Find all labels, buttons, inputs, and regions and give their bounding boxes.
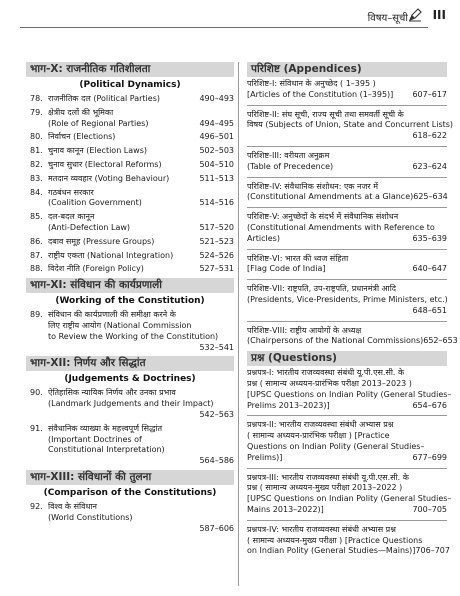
toc-entry: [26, 264, 234, 275]
entry-title: परिशिष्ट-VIII: राष्ट्रीय आयोगों के अध्यक्ष: [247, 325, 362, 335]
entry-separator: [247, 207, 447, 208]
entry-line: [247, 336, 458, 347]
questions-title: प्रश्न (Questions): [247, 351, 447, 366]
toc-entry: [26, 174, 234, 185]
entry-title: प्रश्न ( सामान्य अध्ययन-प्रारंभिक परीक्षा 2013–2023 ): [247, 378, 412, 388]
entry-title: प्रश्नपत्र-III: भारतीय राजव्यवस्था संबंधी यू.पी.एस.सी. के: [247, 472, 409, 482]
entry-line: [247, 284, 447, 295]
entry-pages: 635–639: [412, 233, 447, 243]
entry-pages: 607–617: [412, 89, 447, 99]
toc-entry: [26, 502, 234, 534]
entry-title: परिशिष्ट-I: संविधान के अनुच्छेद ( 1–395 ): [247, 79, 376, 88]
entry-title: [UPSC Questions on Indian Polity (General Studies–: [247, 389, 452, 399]
toc-entry: [26, 188, 234, 210]
entry-pages: 564–586: [199, 456, 234, 466]
entry-separator: [247, 468, 447, 469]
entry-title: (Constitutional Amendments with Reference to: [247, 222, 435, 232]
entry-pages: 494–495: [199, 118, 234, 128]
entry-title: [Flag Code of India]: [247, 264, 326, 274]
entry-title: ऐतिहासिक न्यायिक निर्णय और उनका प्रभाव: [48, 388, 176, 398]
toc-entry: [26, 251, 234, 262]
right-column: [247, 62, 458, 561]
entry-number: 79.: [30, 107, 43, 117]
column-divider: [238, 62, 239, 586]
appendix-entry: [247, 254, 447, 276]
entry-title: परिशिष्ट-VI: भारत की ध्वज संहिता: [247, 253, 349, 263]
entry-pages: 504–510: [199, 159, 234, 169]
entry-number: 92.: [30, 501, 43, 511]
appendix-entry: [247, 212, 447, 244]
entry-line: [247, 525, 447, 536]
header-title: विषय–सूची: [367, 13, 408, 24]
question-entry: [247, 368, 452, 411]
entry-line: [247, 536, 447, 547]
entry-title: Constitutional Interpretation): [48, 445, 165, 455]
entry-number: 81.: [30, 146, 43, 156]
entry-title: ( सामान्य अध्ययन-मुख्य परीक्षा ) [Practice Questions: [247, 535, 423, 545]
entry-body: [48, 188, 234, 210]
entry-line: [247, 442, 447, 453]
entry-line: [48, 513, 234, 524]
entry-line: [247, 431, 447, 442]
entry-separator: [247, 321, 447, 322]
entry-line: [247, 483, 447, 494]
toc-entry: [26, 146, 234, 157]
entry-line: [247, 223, 447, 234]
appendix-entry: [247, 109, 454, 142]
entry-title: परिशिष्ट-VII: राष्ट्रपति, उप-राष्ट्रपति, प्रधानमंत्री आदि: [247, 284, 397, 294]
entry-title: प्रश्नपत्र-II: भारतीय राजव्यवस्था संबंधी अभ्यास प्रश्न: [247, 420, 394, 430]
toc-entry: [26, 132, 234, 143]
entry-line: [48, 445, 234, 456]
entry-separator: [247, 249, 447, 250]
entry-line: [48, 264, 234, 275]
entry-line: [48, 212, 234, 223]
entry-body: [48, 132, 234, 143]
entry-line: [48, 502, 234, 513]
entry-line: [48, 237, 234, 248]
entry-body: [48, 502, 234, 534]
entry-separator: [247, 415, 447, 416]
entry-title: (Constitutional Amendments at a Glance): [247, 192, 414, 202]
entry-pages: 521–523: [199, 236, 234, 246]
entry-pages: 654–676: [412, 400, 447, 410]
entry-number: 84.: [30, 187, 43, 197]
section-title-english: (Comparison of the Constitutions): [43, 487, 217, 498]
entry-pages: 527–531: [199, 264, 234, 274]
entry-body: [48, 310, 234, 353]
section-title-hindi: भाग-X: राजनीतिक गतिशीलता: [26, 62, 234, 77]
appendix-entry: [247, 284, 447, 316]
entry-title: विषय (Subjects of Union, State and Concurrent Lists): [247, 120, 454, 130]
entry-line: [247, 546, 450, 557]
entry-pages: 652–653: [423, 336, 458, 346]
question-entry: [247, 420, 447, 463]
entry-title: (Table of Precedence): [247, 161, 334, 171]
entry-line: [247, 110, 447, 121]
entry-separator: [247, 177, 447, 178]
entry-line: [247, 212, 447, 223]
section-title-hindi: भाग-XI: संविधान की कार्यप्रणाली: [26, 278, 234, 293]
entry-title: दल-बदल कानून: [48, 212, 95, 222]
entry-line: [247, 234, 447, 245]
appendix-entry: [247, 325, 458, 348]
question-entry: [247, 472, 452, 516]
entry-line: [247, 389, 452, 401]
entry-number: 91.: [30, 423, 43, 433]
entry-number: 85.: [30, 212, 43, 222]
entry-title: [Articles of the Constitution (1–395)]: [247, 89, 394, 99]
entry-line: [247, 326, 447, 337]
entry-number: 86.: [30, 236, 43, 246]
entry-title: गठबंधन सरकार: [48, 187, 94, 197]
entry-line: [48, 108, 234, 119]
entry-number: 88.: [30, 264, 43, 274]
entry-title: on Indian Polity (General Studies—Mains)]: [247, 546, 416, 556]
entry-body: [48, 388, 234, 420]
entry-line: [247, 264, 447, 275]
entry-title: परिशिष्ट-III: वरीयता अनुक्रम: [247, 150, 330, 160]
entry-line: [48, 435, 234, 446]
entry-line: [48, 310, 234, 321]
entry-pages: 706–707: [415, 546, 450, 556]
toc-entry: [26, 388, 234, 420]
entry-line: [247, 368, 447, 379]
entry-line: [48, 160, 234, 171]
section-title-hindi: भाग-XIII: संविधानों की तुलना: [26, 470, 234, 485]
entry-body: [48, 424, 234, 467]
entry-separator: [247, 279, 447, 280]
entry-pages: 532–541: [199, 342, 234, 352]
entry-line: [247, 505, 447, 516]
toc-entry: [26, 94, 234, 105]
entry-line: [247, 162, 447, 173]
entry-title: संवैधानिक व्याख्या के महत्त्वपूर्ण सिद्धांत: [48, 423, 163, 433]
entry-line: [48, 94, 234, 105]
entry-number: 90.: [30, 388, 43, 398]
entry-title: Prelims 2013–2023)]: [247, 400, 330, 410]
entry-separator: [247, 146, 447, 147]
entry-line: [48, 132, 234, 143]
entry-line: [48, 399, 234, 410]
entry-line: [247, 192, 447, 203]
entry-title: विश्व के संविधान: [48, 501, 97, 511]
entry-title: प्रश्नपत्र-I: भारतीय राजव्यवस्था संबंधी यू.पी.एस.सी. के: [247, 368, 405, 378]
header-rule: [20, 27, 428, 28]
entry-number: 89.: [30, 310, 43, 320]
entry-line: [48, 251, 234, 262]
entry-title: दबाव समूह (Pressure Groups): [48, 236, 155, 246]
entry-title: विदेश नीति (Foreign Policy): [48, 264, 144, 274]
entry-line: [48, 223, 234, 234]
left-column: [26, 62, 234, 537]
entry-title: राष्ट्रीय एकता (National Integration): [48, 250, 174, 260]
section-title-english: (Political Dynamics): [79, 80, 181, 90]
entry-title: परिशिष्ट-II: संघ सूची, राज्य सूची तथा समवर्ती सूची के: [247, 109, 404, 119]
appendix-entry: [247, 151, 447, 173]
section-title-hindi: भाग-XII: निर्णय और सिद्धांत: [26, 356, 234, 371]
entry-line: [247, 79, 447, 90]
entry-title: प्रश्न ( सामान्य अध्ययन-मुख्य परीक्षा 2013–2022 ): [247, 483, 403, 493]
entry-title: संविधान की कार्यप्रणाली की समीक्षा करने के: [48, 310, 176, 320]
entry-number: 78.: [30, 94, 43, 103]
entry-title: मतदान व्यवहार (Voting Behaviour): [48, 173, 170, 183]
entry-pages: 502–503: [199, 146, 234, 156]
entry-line: [247, 90, 447, 101]
entry-title: Questions on Indian Polity (General Studies–: [247, 441, 425, 451]
entry-title: प्रश्नपत्र-IV: भारतीय राजव्यवस्था संबंधी अभ्यास प्रश्न: [247, 524, 396, 534]
entry-line: [48, 174, 234, 185]
entry-line: [247, 453, 447, 464]
entry-pages: 524–526: [199, 250, 234, 260]
entry-pages: 542–563: [199, 409, 234, 419]
entry-line: [48, 321, 234, 332]
entry-title: (World Constitutions): [48, 512, 133, 522]
entry-title: चुनाव सुधार (Electoral Reforms): [48, 159, 162, 169]
appendix-entry: [247, 79, 447, 101]
entry-title: (Presidents, Vice-Presidents, Prime Ministers, etc.): [247, 294, 448, 304]
entry-body: [48, 146, 234, 157]
entry-title: लिए राष्ट्रीय आयोग (National Commission: [48, 320, 192, 330]
entry-line: [247, 473, 447, 484]
entry-title: (Chairpersons of the National Commissions): [247, 336, 424, 346]
entry-body: [48, 251, 234, 262]
entry-pages: 496–501: [199, 132, 234, 142]
entry-pages: 517–520: [199, 222, 234, 232]
section-title-english: (Working of the Constitution): [55, 296, 205, 307]
entry-body: [48, 94, 234, 105]
entry-body: [48, 174, 234, 185]
entry-title: परिशिष्ट-V: अनुच्छेदों के संदर्भ में संवैधानिक संशोधन: [247, 212, 399, 222]
entry-title: (Role of Regional Parties): [48, 118, 149, 128]
toc-entry: [26, 310, 234, 353]
entry-title: (Coalition Government): [48, 198, 142, 208]
toc-entry: [26, 424, 234, 467]
entry-line: [48, 388, 234, 399]
entry-pages: 677–699: [412, 452, 447, 462]
entry-title: ( सामान्य अध्ययन-प्रारंभिक परीक्षा ) [Practice: [247, 431, 390, 441]
entry-pages: 648–651: [412, 305, 447, 315]
appendices-title: परिशिष्ट (Appendices): [247, 62, 447, 77]
pen-icon: [408, 7, 422, 21]
entry-title: [UPSC Questions on Indian Polity (General Studies–: [247, 494, 452, 504]
entry-title: राजनीतिक दल (Political Parties): [48, 94, 160, 103]
entry-line: [247, 494, 452, 505]
section-title-english: (Judgements & Doctrines): [64, 374, 196, 385]
entry-title: क्षेत्रीय दलों की भूमिका: [48, 107, 114, 117]
entry-line: [48, 146, 234, 157]
page-number: III: [432, 8, 446, 22]
entry-line: [48, 188, 234, 199]
entry-separator: [247, 105, 447, 106]
entry-body: [48, 237, 234, 248]
entry-line: [48, 332, 234, 343]
entry-line: [247, 295, 447, 306]
entry-line: [48, 198, 234, 209]
entry-number: 80.: [30, 132, 43, 142]
entry-pages: 490–493: [199, 94, 234, 103]
entry-pages: 511–513: [199, 173, 234, 183]
entry-title: निर्वाचन (Elections): [48, 132, 116, 142]
toc-entry: [26, 108, 234, 130]
entry-line: [48, 119, 234, 130]
entry-pages: 625–634: [413, 192, 448, 202]
entry-title: चुनाव कानून (Election Laws): [48, 146, 147, 156]
entry-line: [247, 151, 447, 162]
entry-title: (Important Doctrines of: [48, 434, 142, 444]
entry-number: 82.: [30, 159, 43, 169]
toc-entry: [26, 237, 234, 248]
entry-title: Articles): [247, 233, 280, 243]
entry-pages: 587–606: [199, 523, 234, 533]
entry-title: परिशिष्ट-IV: संवैधानिक संशोधन: एक नजर में: [247, 181, 379, 191]
toc-entry: [26, 212, 234, 234]
entry-pages: 618–622: [412, 131, 447, 141]
entry-body: [48, 264, 234, 275]
entry-title: to Review the Working of the Constitution): [48, 331, 219, 341]
entry-pages: 514–516: [199, 198, 234, 208]
toc-entry: [26, 160, 234, 171]
entry-body: [48, 108, 234, 130]
entry-line: [247, 401, 447, 412]
entry-separator: [247, 520, 447, 521]
entry-pages: 640–647: [412, 264, 447, 274]
entry-title: Mains 2013–2022)]: [247, 504, 324, 514]
entry-body: [48, 212, 234, 234]
question-entry: [247, 524, 450, 557]
entry-pages: 623–624: [412, 161, 447, 171]
entry-body: [48, 160, 234, 171]
entry-title: (Anti-Defection Law): [48, 222, 131, 232]
entry-line: [247, 420, 447, 431]
appendix-entry: [247, 182, 447, 204]
entry-line: [48, 424, 234, 435]
entry-pages: 700–705: [412, 504, 447, 514]
entry-number: 83.: [30, 173, 43, 183]
entry-line: [247, 120, 454, 131]
entry-line: [247, 254, 447, 265]
page-header: [0, 0, 460, 36]
entry-title: (Landmark Judgements and their Impact): [48, 399, 214, 409]
entry-number: 87.: [30, 250, 43, 260]
entry-line: [247, 379, 447, 390]
entry-title: Prelims)]: [247, 452, 283, 462]
entry-line: [247, 182, 447, 193]
